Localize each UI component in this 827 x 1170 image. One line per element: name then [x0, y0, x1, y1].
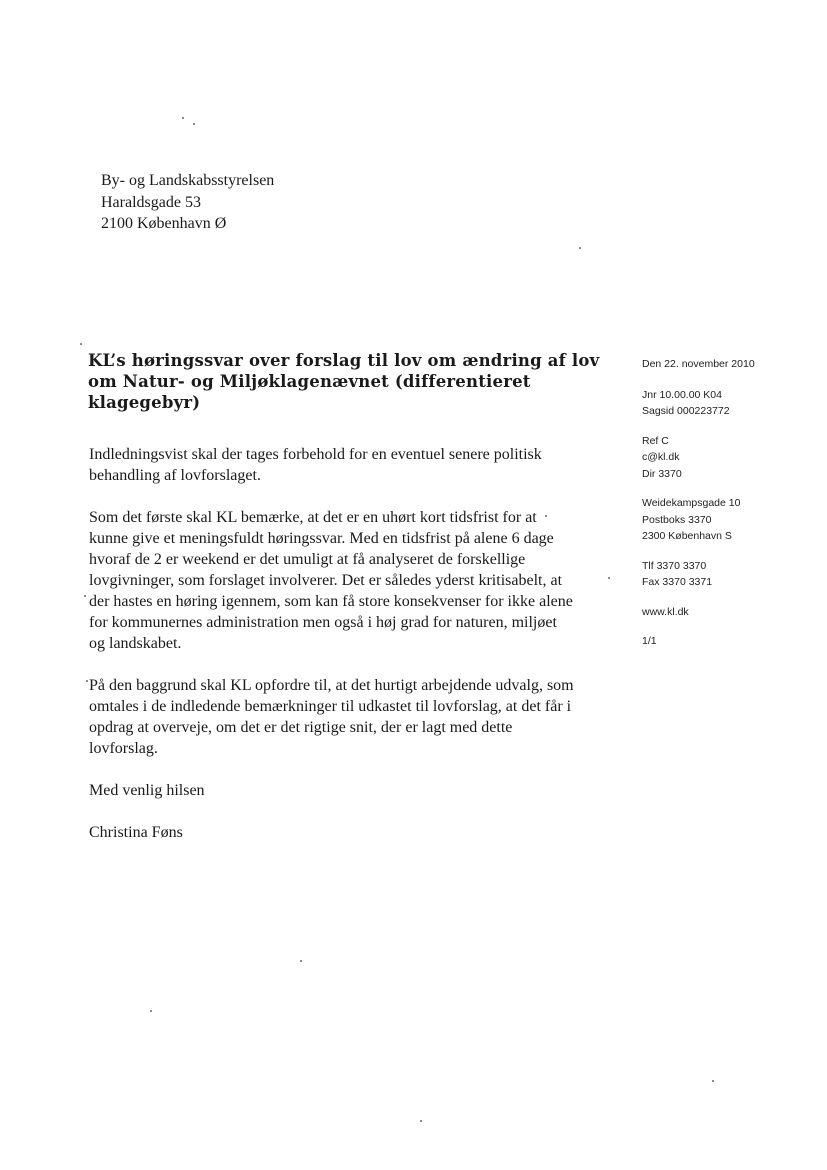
scan-speck: [84, 595, 86, 597]
sender-postbox: Postboks 3370: [642, 513, 712, 526]
case-reference-group: [642, 387, 812, 420]
web-group: [642, 604, 812, 621]
letter-body: [89, 444, 609, 864]
body-line: lovgivninger, som forslaget involverer. Det er således yderst kritisabelt, at: [89, 572, 563, 589]
body-line: lovforslag.: [89, 740, 158, 757]
body-line: behandling af lovforslaget.: [89, 467, 261, 484]
body-line: der hastes en høring igennem, som kan få store konsekvenser for ikke alene: [89, 593, 573, 610]
paragraph-recommendation: [89, 675, 609, 759]
scan-speck: [579, 247, 581, 249]
body-line: På den baggrund skal KL opfordre til, at det hurtigt arbejdende udvalg, som: [89, 677, 574, 694]
scan-speck: [182, 117, 184, 119]
scan-speck: [712, 1080, 714, 1082]
title-line: om Natur- og Miljøklagenævnet (differentieret: [88, 372, 531, 391]
title-line: KL’s høringssvar over forslag til lov om ændring af lov: [88, 351, 600, 370]
title-line: klagegebyr): [88, 393, 201, 412]
letter-title: [88, 350, 608, 413]
contact-email: c@kl.dk: [642, 451, 680, 463]
body-line: for kommunernes administration men også i høj grad for naturen, miljøet: [89, 614, 557, 631]
sender-address-group: [642, 495, 812, 545]
body-line: omtales i de indledende bemærkninger til udkastet til lovforslag, at det får i: [89, 698, 572, 715]
recipient-street: Haraldsgade 53: [101, 193, 201, 211]
body-line: Som det første skal KL bemærke, at det er en uhørt kort tidsfrist for at: [89, 509, 537, 526]
journal-number: Jnr 10.00.00 K04: [642, 388, 722, 401]
scan-speck: [86, 680, 88, 682]
sender-city: 2300 København S: [642, 530, 732, 542]
scan-speck: [80, 343, 82, 345]
letter-date: Den 22. november 2010: [642, 358, 755, 370]
body-line: kunne give et meningsfuldt høringssvar. Med en tidsfrist på alene 6 dage: [89, 530, 554, 547]
scan-speck: [545, 515, 547, 517]
sender-info-sidebar: [642, 356, 812, 663]
direct-phone: Dir 3370: [642, 467, 682, 480]
phone-group: [642, 558, 812, 591]
recipient-city: 2100 København Ø: [101, 215, 227, 232]
page-number: 1/1: [642, 635, 657, 647]
contact-group: [642, 433, 812, 483]
signature-name: [89, 822, 609, 843]
recipient-address: [101, 170, 274, 235]
body-line: hvoraf de 2 er weekend er det umuligt at få analyseret de forskellige: [89, 551, 526, 568]
page-number-group: [642, 633, 812, 650]
case-id: Sagsid 000223772: [642, 405, 730, 417]
paragraph-deadline: [89, 507, 609, 654]
sender-street: Weidekampsgade 10: [642, 497, 741, 509]
signer-name: Christina Føns: [89, 824, 183, 841]
scan-speck: [608, 577, 610, 579]
closing-salutation: [89, 780, 609, 801]
body-line: og landskabet.: [89, 635, 182, 652]
salutation-text: Med venlig hilsen: [89, 782, 205, 799]
reference-initials: Ref C: [642, 434, 669, 447]
paragraph-intro: [89, 444, 609, 486]
main-phone: Tlf 3370 3370: [642, 559, 707, 572]
body-line: Indledningsvist skal der tages forbehold for en eventuel senere politisk: [89, 446, 542, 463]
scan-speck: [420, 1120, 422, 1122]
date-group: [642, 356, 812, 373]
fax-number: Fax 3370 3371: [642, 576, 713, 588]
body-line: opdrag at overveje, om det er det rigtige snit, der er lagt med dette: [89, 719, 513, 736]
scan-speck: [150, 1010, 152, 1012]
scan-speck: [193, 123, 195, 125]
recipient-name: By- og Landskabsstyrelsen: [101, 172, 275, 189]
scan-speck: [300, 960, 302, 962]
website: www.kl.dk: [642, 605, 689, 618]
